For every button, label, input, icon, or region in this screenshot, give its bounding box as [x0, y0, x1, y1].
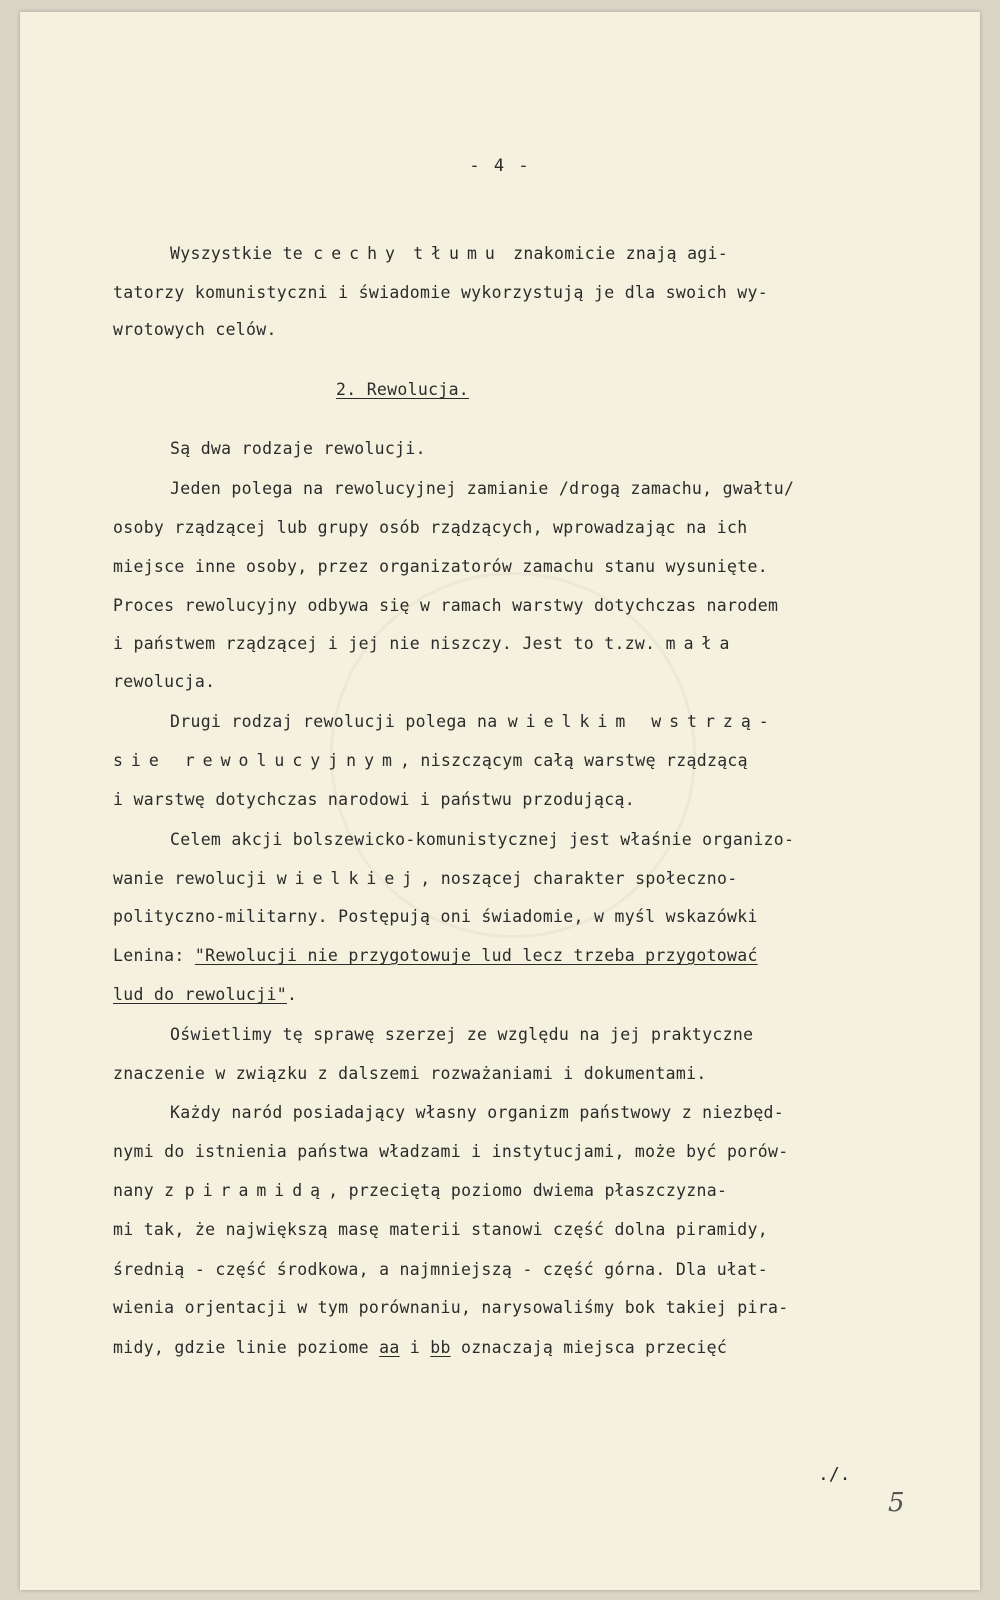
archive-page-number: 5	[888, 1488, 905, 1518]
spaced-word-wielkiej: wielkiej	[276, 869, 421, 888]
text-line-18	[113, 985, 297, 1004]
text-line-3: wrotowych celów.	[113, 320, 277, 339]
text-line-25: średnią - część środkowa, a najmniejszą - część górna. Dla ułat-	[113, 1260, 768, 1279]
line-segment: i	[399, 1338, 431, 1357]
text-line-21: Każdy naród posiadający własny organizm państwowy z niezbęd-	[170, 1103, 785, 1122]
text-line-4: Są dwa rodzaje rewolucji.	[170, 439, 426, 458]
text-line-13: i warstwę dotychczas narodowi i państwu przodującą.	[113, 790, 635, 809]
text-line-15	[113, 869, 737, 888]
text-line-17	[113, 946, 758, 965]
line-segment: Wyszystkie te	[170, 244, 314, 263]
spaced-phrase-wielkim: wielkim wstrzą-	[507, 712, 777, 731]
text-line-22: nymi do istnienia państwa władzami i instytucjami, może być porów-	[113, 1142, 789, 1161]
spaced-word-piramida: piramidą	[184, 1181, 329, 1200]
line-segment: znakomicie znają agi-	[502, 244, 729, 263]
line-segment: oznaczają miejsca przecięć	[450, 1338, 728, 1357]
text-line-26: wienia orjentacji w tym porównaniu, narysowaliśmy bok takiej pira-	[113, 1298, 789, 1317]
text-line-8: Proces rewolucyjny odbywa się w ramach warstwy dotychczas narodem	[113, 596, 779, 615]
lenin-quote-end: lud do rewolucji"	[113, 985, 287, 1004]
spaced-phrase-wstrzasie: sie rewolucyjnym	[113, 751, 400, 770]
label-bb: bb	[430, 1338, 451, 1357]
page-number: - 4 -	[469, 156, 531, 176]
text-line-10: rewolucja.	[113, 672, 216, 691]
line-segment: midy, gdzie linie poziome	[113, 1338, 380, 1357]
line-segment: , noszącej charakter społeczno-	[420, 869, 738, 888]
text-line-16: polityczno-militarny. Postępują oni świadomie, w myśl wskazówki	[113, 907, 758, 926]
text-line-19: Oświetlimy tę sprawę szerzej ze względu na jej praktyczne	[170, 1025, 754, 1044]
text-line-1	[170, 244, 728, 263]
line-segment: i państwem rządzącej i jej nie niszczy. Jest to t.zw.	[113, 634, 666, 653]
document-page	[20, 12, 980, 1590]
lenin-quote: "Rewolucji nie przygotowuje lud lecz trzeba przygotować	[194, 946, 758, 965]
text-line-11	[170, 712, 777, 731]
line-segment	[403, 244, 413, 263]
text-line-20: znaczenie w związku z dalszemi rozważaniami i dokumentami.	[113, 1064, 707, 1083]
spaced-word-cechy: cechy	[313, 244, 403, 263]
line-segment: wanie rewolucji	[113, 869, 277, 888]
line-segment: nany z	[113, 1181, 185, 1200]
continuation-mark: ./.	[818, 1464, 851, 1485]
text-line-12	[113, 751, 748, 770]
text-line-14: Celem akcji bolszewicko-komunistycznej jest właśnie organizo-	[170, 830, 795, 849]
spaced-word-tlumu: tłumu	[413, 244, 503, 263]
spaced-word-mala: mała	[665, 634, 738, 653]
text-line-2: tatorzy komunistyczni i świadomie wykorzystują je dla swoich wy-	[113, 283, 768, 302]
text-line-27	[113, 1338, 727, 1357]
text-line-7: miejsce inne osoby, przez organizatorów zamachu stanu wysunięte.	[113, 557, 768, 576]
text-line-5: Jeden polega na rewolucyjnej zamianie /drogą zamachu, gwałtu/	[170, 479, 795, 498]
text-line-24: mi tak, że największą masę materii stanowi część dolna piramidy,	[113, 1220, 768, 1239]
text-line-23	[113, 1181, 727, 1200]
text-line-6: osoby rządzącej lub grupy osób rządzących, wprowadzając na ich	[113, 518, 748, 537]
section-heading: 2. Rewolucja.	[336, 380, 470, 399]
line-segment: Lenina:	[113, 946, 195, 965]
line-segment: Drugi rodzaj rewolucji polega na	[170, 712, 508, 731]
line-segment: , przeciętą poziomo dwiema płaszczyzna-	[328, 1181, 728, 1200]
text-line-9	[113, 634, 737, 653]
line-segment: .	[286, 985, 298, 1004]
line-segment: , niszczącym całą warstwę rządzącą	[399, 751, 748, 770]
label-aa: aa	[379, 1338, 400, 1357]
